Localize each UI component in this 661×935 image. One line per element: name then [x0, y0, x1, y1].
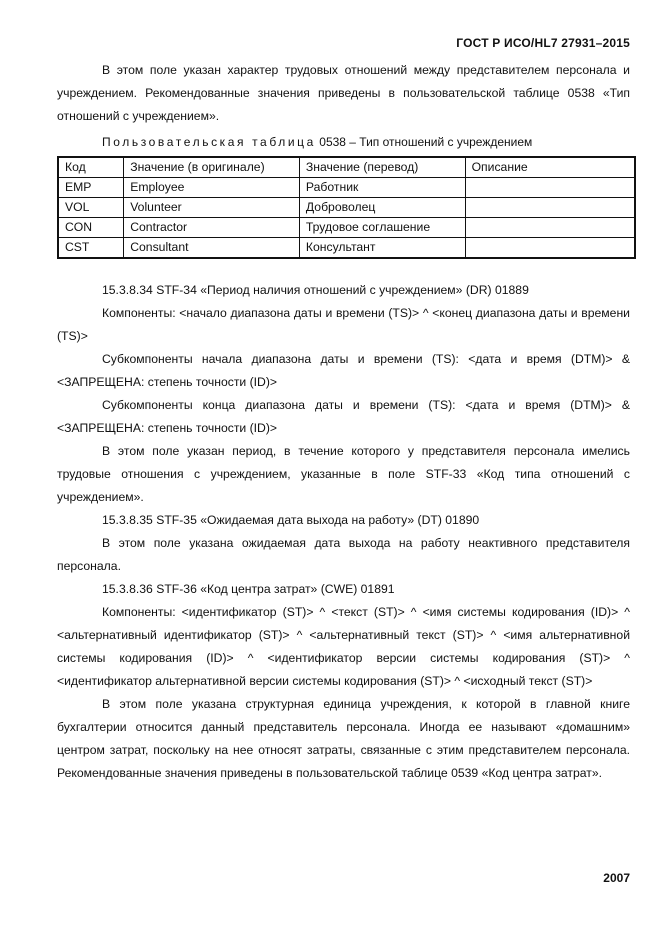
table-caption-prefix: Пользовательская таблица: [102, 135, 316, 149]
table-cell: VOL: [58, 198, 124, 218]
table-row: [58, 198, 635, 218]
section-heading-stf35: 15.3.8.35 STF-35 «Ожидаемая дата выхода на работу» (DT) 01890: [102, 513, 480, 527]
table-cell: Volunteer: [124, 198, 300, 218]
table-row: [58, 238, 635, 259]
paragraph: Субкомпоненты конца диапазона даты и времени (TS): <дата и время (DTM)> & <ЗАПРЕЩЕНА: степень точности (ID)>: [57, 398, 630, 435]
table-cell: Работник: [299, 178, 465, 198]
table-caption: [57, 131, 630, 154]
table-header-cell: Код: [58, 157, 124, 178]
table-cell: CON: [58, 218, 124, 238]
paragraph: Компоненты: <начало диапазона даты и времени (TS)> ^ <конец диапазона даты и времени (TS)>: [57, 306, 630, 343]
table-cell: [465, 178, 635, 198]
section-heading-stf36: 15.3.8.36 STF-36 «Код центра затрат» (CWE) 01891: [102, 582, 395, 596]
table-cell: Contractor: [124, 218, 300, 238]
paragraph: Субкомпоненты начала диапазона даты и времени (TS): <дата и время (DTM)> & <ЗАПРЕЩЕНА: степень точности (ID)>: [57, 352, 630, 389]
table-header-row: [58, 157, 635, 178]
table-cell: Доброволец: [299, 198, 465, 218]
table-cell: CST: [58, 238, 124, 259]
paragraph: В этом поле указана ожидаемая дата выхода на работу неактивного представителя персонала.: [57, 536, 630, 573]
paragraph: В этом поле указана структурная единица учреждения, к которой в главной книге бухгалтерии относится данный представитель персонала. Иногда ее называют «домашним» центром затрат, поскольку на нее относят затраты, связанные с этим представителем персонала. Рекомендованные значения приведены в пользовательской таблице 0539 «Код центра затрат».: [57, 697, 630, 780]
table-caption-rest: 0538 – Тип отношений с учреждением: [319, 135, 533, 149]
table-header-cell: Значение (в оригинале): [124, 157, 300, 178]
table-header-cell: Значение (перевод): [299, 157, 465, 178]
document-code-header: ГОСТ Р ИСО/HL7 27931–2015: [456, 36, 630, 50]
table-cell: Consultant: [124, 238, 300, 259]
table-cell: Трудовое соглашение: [299, 218, 465, 238]
table-cell: Консультант: [299, 238, 465, 259]
paragraph: Компоненты: <идентификатор (ST)> ^ <текст (ST)> ^ <имя системы кодирования (ID)> ^ <альтернативный идентификатор (ST)> ^ <альтернативный текст (ST)> ^ <имя альтернативной системы кодирования (ID)> ^ <идентификатор версии системы кодирования (ST)> ^ <идентификатор альтернативной версии системы кодирования (ST)> ^ <исходный текст (ST)>: [57, 605, 630, 688]
paragraph: В этом поле указан период, в течение которого у представителя персонала имелись трудовые отношения с учреждением, указанные в поле STF-33 «Код типа отношений с учреждением».: [57, 444, 630, 504]
page-number: 2007: [603, 871, 630, 885]
table-cell: [465, 198, 635, 218]
table-cell: EMP: [58, 178, 124, 198]
table-cell: [465, 238, 635, 259]
relationship-type-table: [57, 156, 636, 259]
section-heading-stf34: 15.3.8.34 STF-34 «Период наличия отношений с учреждением» (DR) 01889: [102, 283, 529, 297]
table-row: [58, 178, 635, 198]
table-cell: Employee: [124, 178, 300, 198]
table-header-cell: Описание: [465, 157, 635, 178]
table-cell: [465, 218, 635, 238]
intro-paragraph: В этом поле указан характер трудовых отношений между представителем персонала и учреждением. Рекомендованные значения приведены в пользовательской таблице 0538 «Тип отношений с учреждением».: [57, 63, 630, 123]
page-content: [57, 59, 630, 785]
table-row: [58, 218, 635, 238]
